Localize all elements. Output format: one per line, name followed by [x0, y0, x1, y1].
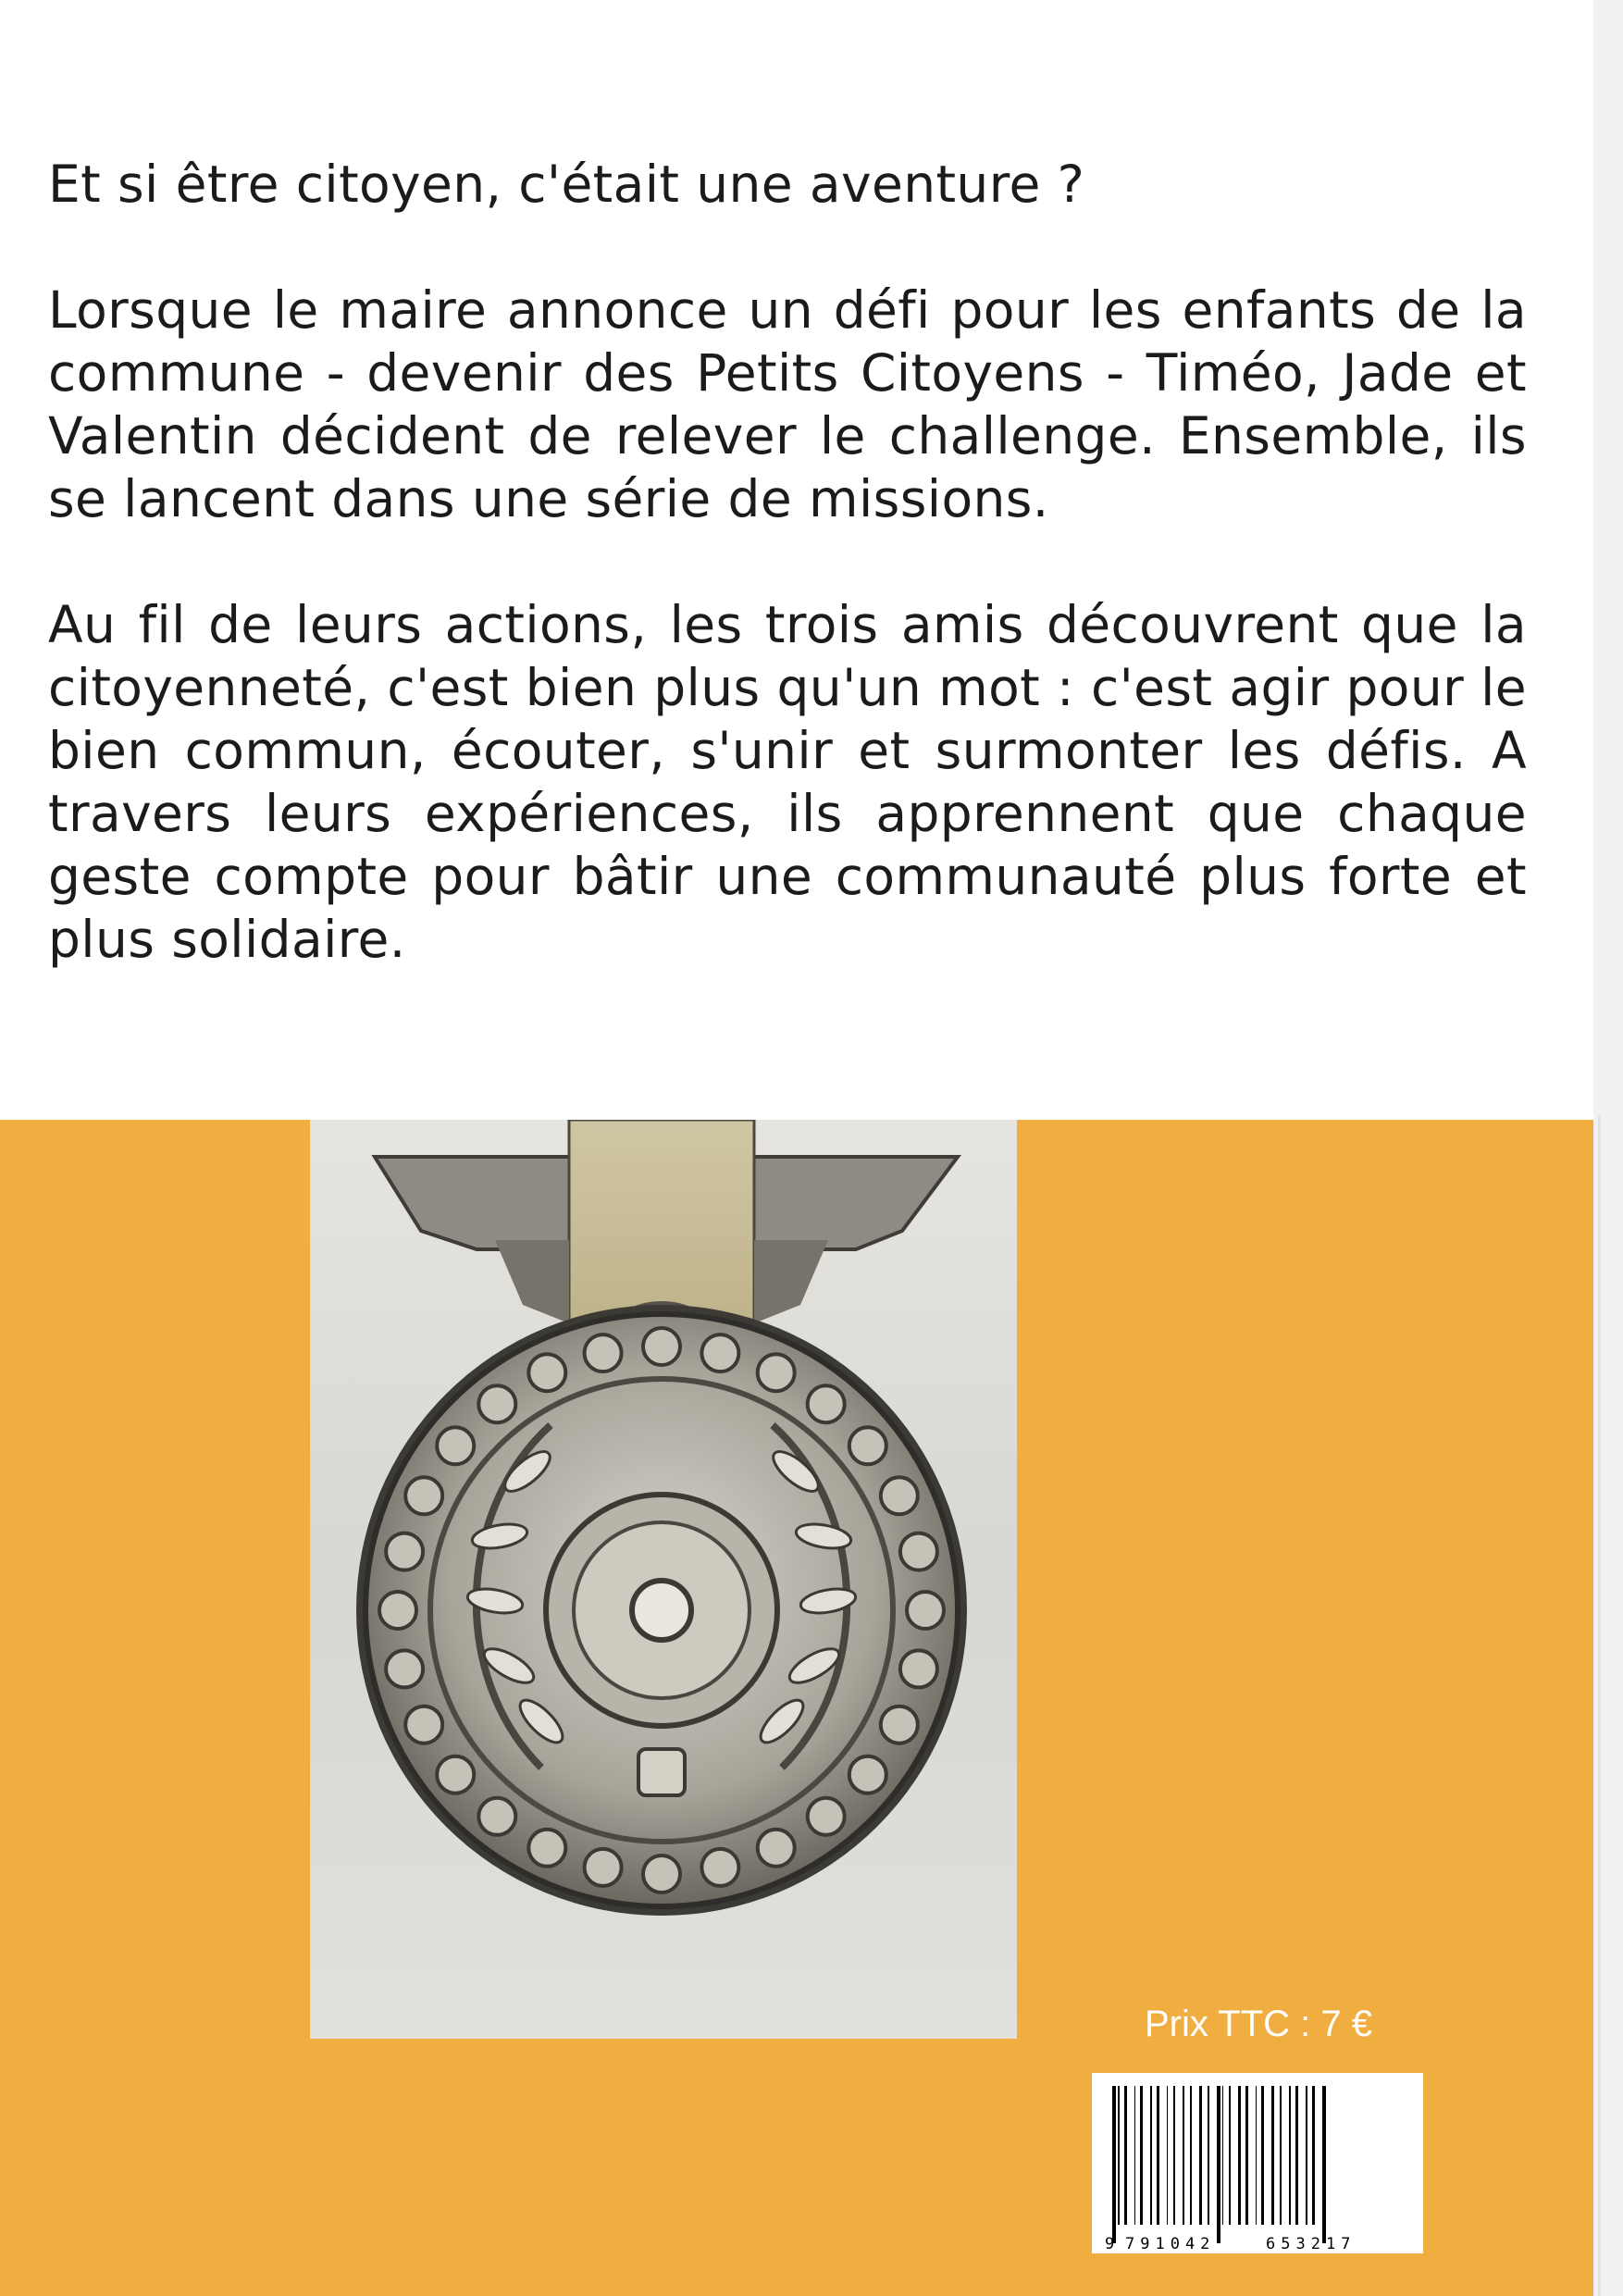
barcode-digit-group-2: 791042 [1125, 2235, 1216, 2253]
price-label: Prix TTC : 7 € [1145, 2004, 1372, 2044]
blurb-paragraph-2: Au fil de leurs actions, les trois amis découvrent que la citoyenneté, c'est bien plus qu'un mot : c'est agir pour le bien commun, écouter, s'unir et surmonter les défis. A travers leurs expériences, ils apprennent que chaque geste compte pour bâtir une communauté plus forte et plus solidaire. [48, 595, 1527, 969]
blurb-tagline: Et si être citoyen, c'était une aventure ? [48, 155, 1085, 214]
isbn-barcode [1092, 2073, 1423, 2253]
back-cover-orange-panel [0, 1120, 1593, 2296]
blurb [48, 153, 1527, 1034]
back-cover-text-area [0, 0, 1593, 1120]
barcode-digit-group-1: 9 [1105, 2235, 1115, 2253]
blurb-paragraph-1: Lorsque le maire annonce un défi pour les enfants de la commune - devenir des Petits Citoyens - Timéo, Jade et Valentin décident de relever le challenge. Ensemble, ils se lancent dans une série de missions. [48, 280, 1527, 528]
spine-edge [1593, 0, 1623, 2296]
medal-illustration [310, 1120, 1017, 2039]
barcode-digit-group-3: 653217 [1266, 2235, 1357, 2253]
